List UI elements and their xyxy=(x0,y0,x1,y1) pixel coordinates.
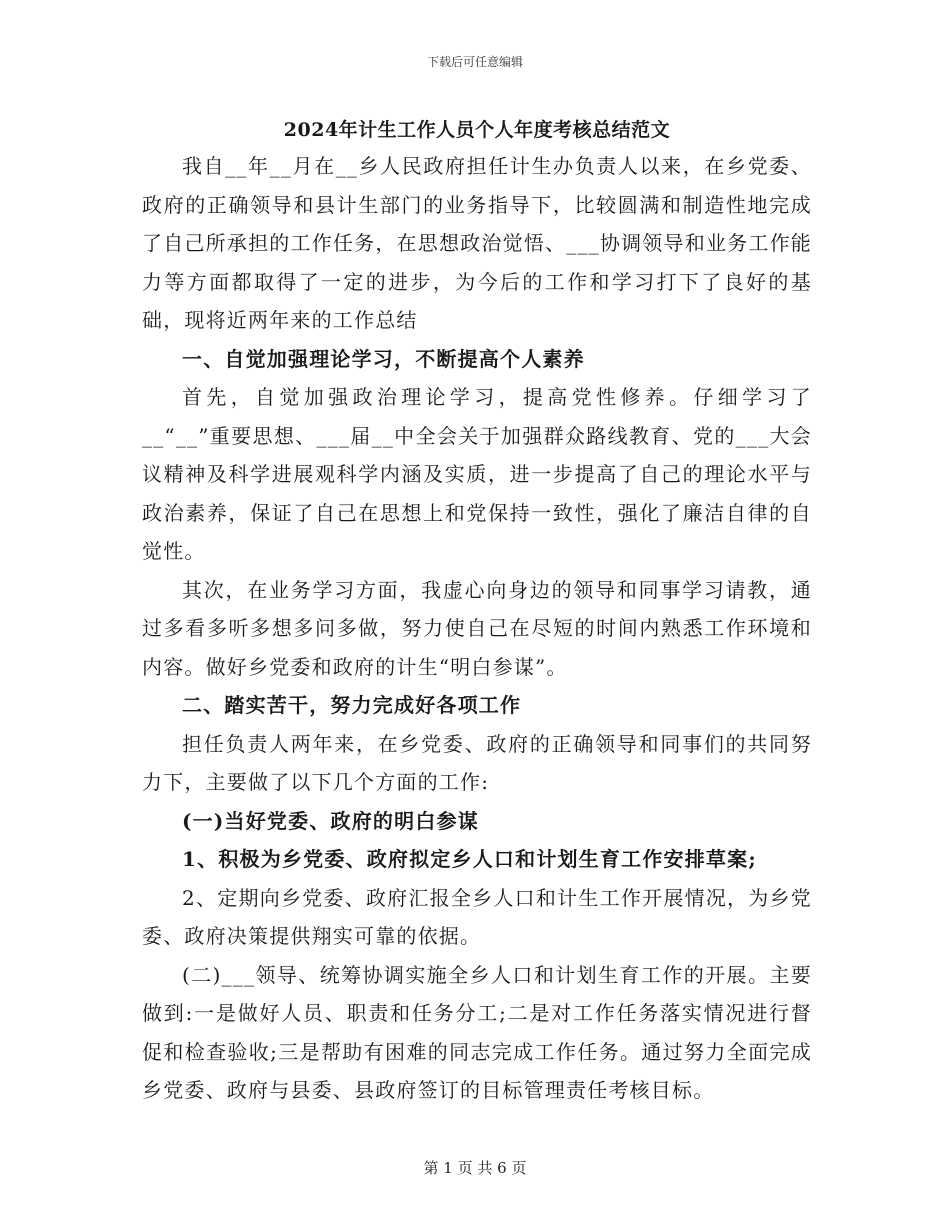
section-heading-1: 一、自觉加强理论学习，不断提高个人素养 xyxy=(182,346,585,371)
intro-paragraph: 我自__年__月在__乡人民政府担任计生办负责人以来，在乡党委、政府的正确领导和县计生部门的业务指导下，比较圆满和制造性地完成了自己所承担的工作任务，在思想政治觉悟、___协调领导和业务工作能力等方面都取得了一定的进步，为今后的工作和学习打下了良好的基础，现将近两年来的工作总结 xyxy=(142,154,812,332)
paragraph-work-intro: 担任负责人两年来，在乡党委、政府的正确领导和同事们的共同努力下，主要做了以下几个方面的工作: xyxy=(142,731,812,794)
page-number: 第 1 页 共 6 页 xyxy=(423,1159,527,1177)
header-note: 下载后可任意编辑 xyxy=(426,55,523,69)
section-heading-2: 二、踏实苦干，努力完成好各项工作 xyxy=(182,693,522,717)
subsection-heading-1: (一)当好党委、政府的明白参谋 xyxy=(182,808,479,833)
paragraph-coordination: (二)___领导、统筹协调实施全乡人口和计划生育工作的开展。主要做到:一是做好人员、职责和任务分工;二是对工作任务落实情况进行督促和检查验收;三是帮助有困难的同志完成工作任务。通过努力全面完成乡党委、政府与县委、县政府签订的目标管理责任考核目标。 xyxy=(142,962,812,1102)
paragraph-business-study: 其次，在业务学习方面，我虚心向身边的领导和同事学习请教，通过多看多听多想多问多做，努力使自己在尽短的时间内熟悉工作环境和内容。做好乡党委和政府的计生“明白参谋”。 xyxy=(142,577,812,679)
document-title: 2024年计生工作人员个人年度考核总结范文 xyxy=(283,119,671,141)
list-item-2: 2、定期向乡党委、政府汇报全乡人口和计生工作开展情况，为乡党委、政府决策提供翔实可靠的依据。 xyxy=(142,885,812,948)
document-body xyxy=(142,115,812,1110)
paragraph-theory-study: 首先，自觉加强政治理论学习，提高党性修养。仔细学习了__“__”重要思想、___届__中全会关于加强群众路线教育、党的___大会议精神及科学进展观科学内涵及实质，进一步提高了自己的理论水平与政治素养，保证了自己在思想上和党保持一致性，强化了廉洁自律的自觉性。 xyxy=(142,385,812,563)
list-item-1: 1、积极为乡党委、政府拟定乡人口和计划生育工作安排草案; xyxy=(182,847,757,871)
